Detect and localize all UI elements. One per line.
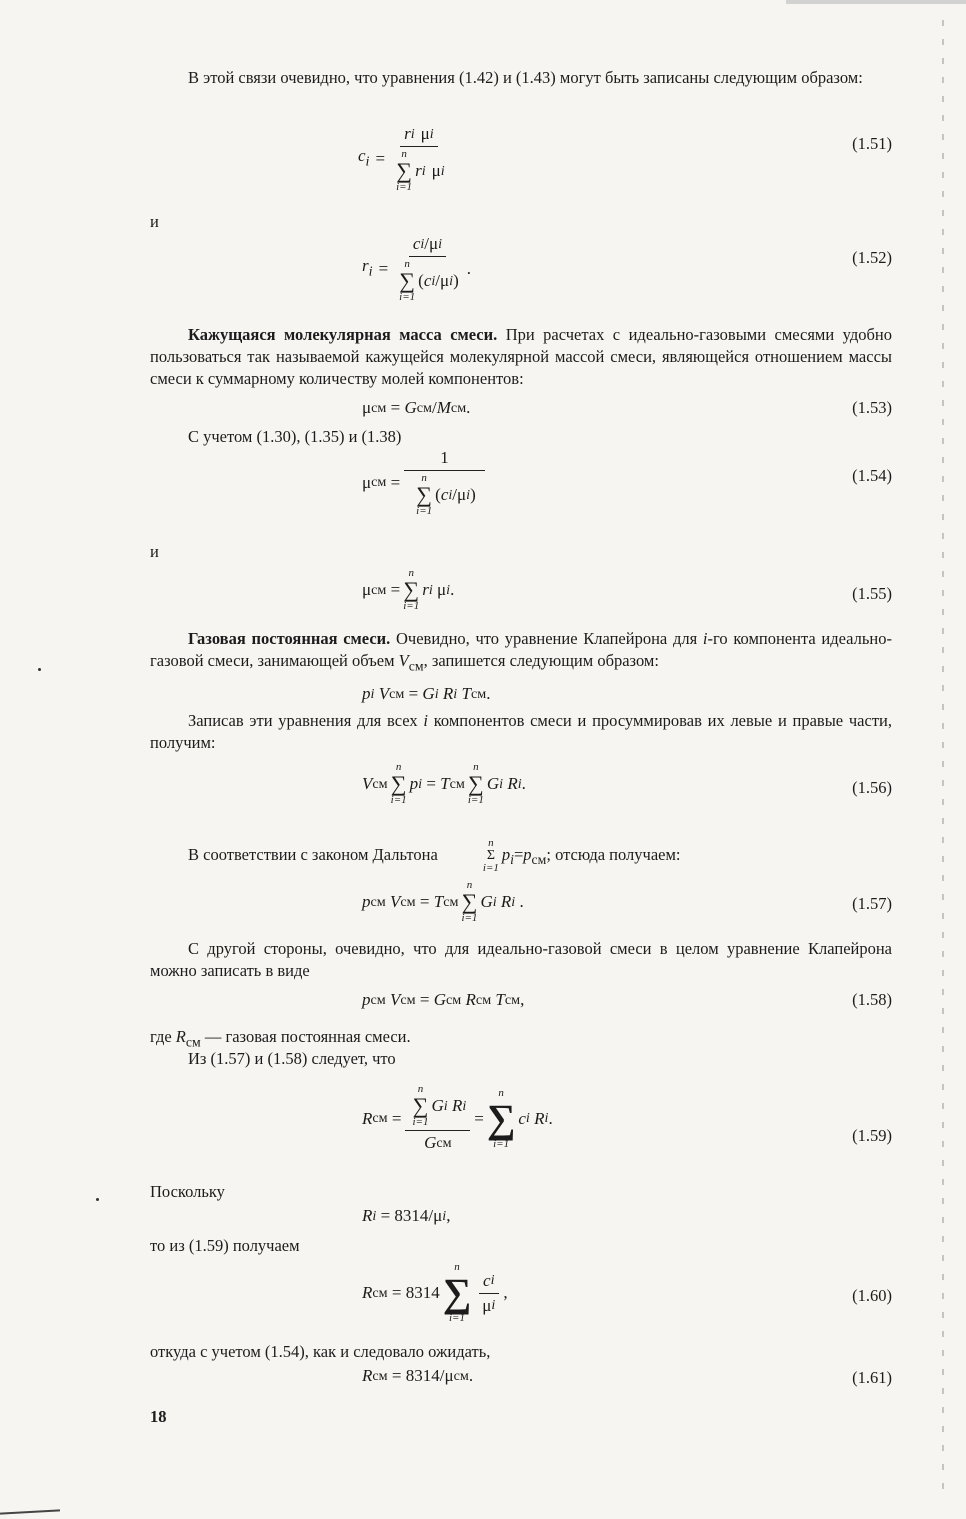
equation-number: (1.55) [852,584,892,603]
paragraph-intro: В этой связи очевидно, что уравнения (1.42) и (1.43) могут быть записаны следующим образом: [188,68,863,87]
scan-speck [96,1198,99,1201]
conjunction: и [150,542,159,561]
equation-number: (1.59) [852,1126,892,1145]
paragraph-follows: Из (1.57) и (1.58) следует, что [188,1049,396,1068]
equation-number: (1.53) [852,398,892,417]
equation-1-55: μ см = n ∑ i=1 r i μ i . [362,567,455,612]
equation-ri: R i = 8314 / μ i , [362,1206,451,1225]
page-number: 18 [150,1407,167,1426]
paragraph-heading: Кажущаяся молекулярная масса смеси. [188,325,498,344]
paragraph-since: Поскольку [150,1182,225,1201]
equation-1-52: $r_i$ = c i / μ i n ∑ i=1 ( c i / μ i ) . [362,234,472,303]
equation-1-51: $c_i$ = r i μ i n ∑ i=1 r i μ i [358,124,445,193]
equation-clapeyron-component: p i V см = G i R i T см . [362,684,491,703]
equation-1-61: R см = 8314 / μ см . [362,1366,474,1385]
paragraph-other-side: С другой стороны, очевидно, что для идеально-газовой смеси в целом уравнение Клапейрона можно записать в виде [150,939,892,980]
equation-number: (1.56) [852,778,892,797]
equation-1-58: p см V см = G см R см T см , [362,990,525,1009]
equation-number: (1.52) [852,248,892,267]
equation-1-59: R см = n ∑ i=1 G i R i G см = n ∑ i=1 c i R i . [362,1083,553,1152]
conjunction: и [150,212,159,231]
paragraph-heading: Газовая постоянная смеси. [188,629,391,648]
equation-1-53: μ см = G см / M см . [362,398,471,417]
paragraph-gas-constant: Газовая постоянная смеси. Очевидно, что уравнение Клапейрона для i-го компонента идеально-газовой смеси, занимающей объем $V_{см}$, запишется следующим образом: [150,629,892,674]
equation-1-54: μ см = 1 n ∑ i=1 ( c i / μ i ) [362,448,489,517]
paragraph-then: то из (1.59) получаем [150,1236,300,1255]
equation-1-56: V см n ∑ i=1 p i = T см n ∑ i=1 G i R i . [362,761,526,806]
scan-top-edge [786,0,966,4]
equation-number: (1.57) [852,894,892,913]
paragraph-with-account: С учетом (1.30), (1.35) и (1.38) [188,427,402,446]
scan-right-edge [942,20,944,1500]
equation-1-57: p см V см = T см n ∑ i=1 G i R i . [362,879,524,924]
scan-speck [38,668,41,671]
equation-number: (1.58) [852,990,892,1009]
paragraph-writing: Записав эти уравнения для всех i компонентов смеси и просуммировав их левые и правые части, получим: [150,711,892,752]
paragraph-whence: откуда с учетом (1.54), как и следовало ожидать, [150,1342,491,1361]
equation-1-60: R см = 8314 n ∑ i=1 c i μ i , [362,1261,508,1324]
equation-number: (1.60) [852,1286,892,1305]
equation-number: (1.61) [852,1368,892,1387]
scan-corner-mark [0,1509,60,1514]
paragraph-apparent-mass: Кажущаяся молекулярная масса смеси. При расчетах с идеально-газовыми смесями удобно пользоваться так называемой кажущейся молекулярной массой смеси, являющейся отношением массы смеси к суммарному количеству молей компонентов: [150,325,892,388]
equation-number: (1.51) [852,134,892,153]
paragraph-dalton: В соответствии с законом Дальтона n Σ i=1 $p_i=p_{см}$; отсюда получаем: [188,837,681,874]
equation-number: (1.54) [852,466,892,485]
paragraph-where: где $R_{см}$ — газовая постоянная смеси. [150,1027,411,1050]
